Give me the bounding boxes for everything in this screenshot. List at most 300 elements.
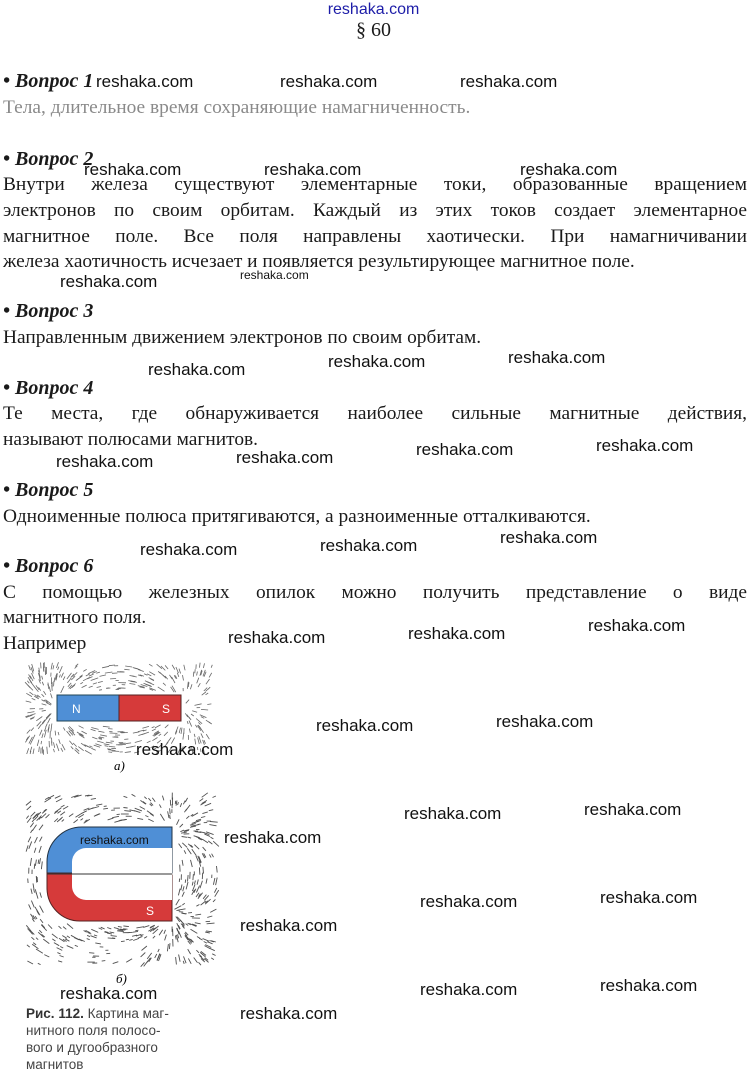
iron-filing	[46, 714, 51, 720]
watermark: reshaka.com	[588, 616, 686, 635]
iron-filing	[62, 820, 64, 822]
iron-filing	[179, 669, 181, 674]
iron-filing	[85, 750, 92, 754]
iron-filing	[32, 698, 36, 700]
iron-filing	[191, 714, 194, 716]
iron-filing	[141, 953, 146, 957]
iron-filing	[195, 881, 196, 885]
iron-filing	[206, 720, 211, 723]
iron-filing	[175, 906, 182, 910]
iron-filing	[178, 934, 179, 938]
iron-filing	[188, 958, 191, 963]
iron-filing	[92, 737, 97, 739]
watermark: reshaka.com	[508, 348, 606, 367]
iron-filing	[74, 820, 78, 823]
iron-filing	[67, 936, 70, 938]
iron-filing	[155, 954, 157, 958]
iron-filing	[34, 864, 35, 869]
iron-filing	[169, 943, 170, 949]
iron-filing	[40, 892, 42, 897]
iron-filing	[186, 924, 189, 926]
iron-filing	[195, 704, 202, 706]
iron-filing	[100, 735, 107, 736]
iron-filing	[106, 742, 113, 743]
iron-filing	[63, 728, 65, 731]
iron-filing	[28, 837, 31, 843]
iron-filing	[27, 730, 31, 734]
watermark: reshaka.com	[420, 892, 518, 911]
iron-filing	[112, 816, 119, 817]
question-2-title: • Вопрос 2	[3, 148, 94, 170]
iron-filing	[199, 867, 200, 874]
iron-filing	[36, 949, 43, 953]
iron-filing	[202, 692, 206, 695]
iron-filing	[159, 930, 163, 936]
caption-line-3: вого и дугообразного	[26, 1040, 158, 1055]
iron-filing	[194, 836, 200, 838]
question-6-title: • Вопрос 6	[3, 555, 94, 577]
iron-filing	[83, 677, 90, 681]
iron-filing	[91, 728, 98, 730]
caption-line-4: магнитов	[26, 1057, 84, 1072]
iron-filing	[61, 748, 63, 752]
iron-filing	[206, 679, 210, 684]
iron-filing	[191, 929, 198, 933]
iron-filing	[37, 740, 39, 746]
iron-filing	[48, 727, 49, 732]
iron-filing	[196, 886, 199, 893]
watermark: reshaka.com	[600, 976, 698, 995]
iron-filing	[212, 854, 214, 858]
iron-filing	[129, 939, 133, 940]
iron-filing	[196, 950, 199, 953]
iron-filing	[27, 818, 31, 823]
watermark: reshaka.com	[236, 448, 334, 467]
iron-filing	[89, 953, 94, 954]
iron-filing	[107, 749, 111, 750]
iron-filing	[113, 962, 119, 964]
iron-filing	[188, 949, 191, 954]
iron-filing	[78, 747, 83, 751]
question-4-title: • Вопрос 4	[3, 377, 94, 399]
iron-filing	[111, 936, 117, 937]
caption-line-1: Картина маг-	[87, 1006, 169, 1021]
iron-filing	[204, 942, 207, 944]
iron-filing	[94, 814, 100, 817]
iron-filing	[26, 801, 31, 805]
iron-filing	[190, 684, 192, 689]
iron-filing	[133, 931, 138, 932]
iron-filing	[142, 726, 149, 728]
iron-filing	[201, 709, 208, 710]
iron-filing	[60, 956, 64, 958]
iron-filing	[212, 954, 215, 956]
iron-filing	[176, 899, 180, 905]
iron-filing	[182, 860, 183, 866]
iron-filing	[202, 793, 208, 798]
iron-filing	[144, 797, 146, 799]
iron-filing	[203, 839, 208, 843]
iron-filing	[165, 665, 168, 669]
iron-filing	[40, 730, 43, 736]
iron-filing	[118, 926, 122, 927]
iron-filing	[196, 905, 199, 907]
iron-filing	[138, 936, 143, 938]
answer-2-line-3: магнитное поле. Все поля направлены хаотически. При намагничивании	[3, 226, 747, 247]
iron-filing	[207, 923, 215, 924]
caption-number: Рис. 112.	[26, 1006, 84, 1021]
iron-filing	[52, 685, 53, 691]
iron-filing	[129, 684, 135, 685]
iron-filing	[205, 899, 211, 904]
answer-6-line-3: Например	[3, 633, 87, 654]
iron-filing	[38, 724, 41, 729]
watermark: reshaka.com	[224, 828, 322, 847]
iron-filing	[193, 874, 194, 880]
answer-3-line-1: Направленным движением электронов по своим орбитам.	[3, 327, 482, 348]
iron-filing	[144, 937, 147, 939]
iron-filing	[60, 947, 63, 949]
answer-6-line-1: С помощью железных опилок можно получить представление о виде	[3, 582, 747, 603]
watermark: reshaka.com	[80, 833, 149, 847]
iron-filing	[202, 812, 207, 814]
iron-filing	[26, 816, 28, 819]
iron-filing	[97, 741, 103, 743]
watermark: reshaka.com	[460, 72, 558, 91]
iron-filing	[143, 926, 149, 928]
iron-filing	[184, 665, 185, 671]
iron-filing	[207, 942, 213, 944]
iron-filing	[181, 728, 182, 734]
watermark: reshaka.com	[328, 352, 426, 371]
iron-filing	[42, 809, 47, 813]
iron-filing	[61, 673, 63, 678]
iron-filing	[206, 693, 209, 695]
iron-filing	[164, 930, 166, 934]
iron-filing	[126, 743, 131, 744]
iron-filing	[91, 748, 95, 750]
iron-filing	[29, 904, 31, 909]
figure-caption	[26, 1005, 226, 1073]
iron-filing	[180, 830, 184, 832]
iron-filing	[98, 731, 104, 732]
iron-filing	[46, 724, 48, 728]
iron-filing	[183, 886, 184, 891]
figure-a-label: а)	[114, 758, 125, 773]
iron-filing	[126, 939, 129, 940]
iron-filing	[147, 682, 154, 685]
iron-filing	[145, 816, 148, 817]
iron-filing	[194, 845, 199, 850]
iron-filing	[99, 928, 103, 930]
bar-magnet-north	[57, 695, 119, 721]
iron-filing	[37, 910, 40, 916]
iron-filing	[168, 811, 169, 818]
iron-filing	[193, 672, 194, 677]
iron-filing	[182, 903, 185, 905]
iron-filing	[189, 729, 190, 733]
iron-filing	[186, 882, 188, 889]
iron-filing	[187, 721, 188, 724]
iron-filing	[42, 694, 45, 697]
iron-filing	[102, 961, 106, 962]
iron-filing	[54, 678, 55, 682]
iron-filing	[211, 837, 214, 839]
iron-filing	[87, 939, 90, 940]
iron-filing	[105, 746, 109, 747]
answer-2-line-4: железа хаотичность исчезает и появляется результирующее магнитное поле.	[3, 251, 635, 272]
watermark: reshaka.com	[60, 984, 158, 1003]
iron-filing	[144, 674, 147, 676]
iron-filing	[194, 734, 195, 737]
iron-filing	[148, 819, 154, 822]
iron-filing	[149, 672, 155, 675]
iron-filing	[62, 936, 67, 939]
iron-filing	[69, 741, 73, 745]
iron-filing	[195, 914, 201, 915]
iron-filing	[27, 806, 31, 810]
iron-filing	[53, 665, 54, 669]
iron-filing	[108, 818, 114, 820]
iron-filing	[205, 803, 211, 806]
watermark: reshaka.com	[240, 268, 309, 282]
iron-filing	[39, 825, 43, 830]
iron-filing	[205, 932, 210, 933]
iron-filing	[197, 880, 198, 885]
iron-filing	[61, 805, 65, 807]
iron-filing	[214, 888, 216, 893]
iron-filing	[45, 798, 52, 802]
iron-filing	[71, 935, 78, 939]
iron-filing	[181, 913, 186, 914]
iron-filing	[69, 726, 73, 730]
iron-filing	[186, 816, 189, 819]
iron-filing	[109, 665, 115, 666]
north-pole-label: N	[72, 702, 81, 716]
iron-filing	[114, 928, 119, 929]
iron-filing	[43, 939, 49, 944]
iron-filing	[210, 909, 216, 912]
iron-filing	[180, 803, 182, 807]
iron-filing	[209, 825, 216, 826]
iron-filing	[30, 742, 31, 745]
iron-filing	[36, 938, 38, 940]
iron-filing	[192, 882, 193, 886]
iron-filing	[190, 826, 196, 827]
iron-filing	[158, 949, 159, 952]
iron-filing	[63, 676, 65, 680]
iron-filing	[67, 924, 73, 929]
iron-filing	[63, 927, 66, 930]
iron-filing	[71, 746, 74, 749]
iron-filing	[73, 743, 77, 747]
iron-filing	[195, 725, 197, 728]
iron-filing	[133, 939, 139, 941]
iron-filing	[49, 687, 50, 693]
iron-filing	[159, 734, 161, 736]
iron-filing	[75, 945, 78, 946]
iron-filing	[63, 806, 68, 809]
iron-filing	[69, 814, 73, 817]
iron-filing	[31, 830, 33, 833]
iron-filing	[93, 683, 97, 684]
iron-filing	[216, 878, 218, 886]
iron-filing	[55, 796, 61, 799]
iron-filing	[36, 717, 42, 721]
iron-filing	[57, 948, 63, 951]
iron-filing	[181, 832, 187, 833]
iron-filing	[180, 824, 183, 827]
watermark: reshaka.com	[96, 72, 194, 91]
iron-filing	[58, 732, 59, 735]
caption-line-2: нитного поля полосо-	[26, 1023, 161, 1038]
answer-5-line-1: Одноименные полюса притягиваются, а разноименные отталкиваются.	[3, 506, 591, 527]
iron-filing	[135, 808, 142, 811]
iron-filing	[51, 724, 52, 732]
iron-filing	[123, 808, 127, 809]
iron-filing	[170, 808, 171, 814]
answer-4-line-2: называют полюсами магнитов.	[3, 429, 259, 450]
horseshoe-south-label: S	[146, 904, 155, 918]
iron-filing	[210, 822, 218, 823]
iron-filing	[44, 955, 49, 957]
iron-filing	[158, 687, 165, 691]
iron-filing	[175, 727, 178, 734]
iron-filing	[191, 860, 193, 867]
watermark: reshaka.com	[596, 436, 694, 455]
iron-filing	[179, 844, 182, 848]
watermark: reshaka.com	[416, 440, 514, 459]
iron-filing	[185, 880, 186, 883]
iron-filing	[59, 926, 62, 929]
iron-filing	[105, 672, 112, 673]
iron-filing	[30, 858, 31, 866]
iron-filing	[32, 944, 38, 949]
iron-filing	[41, 925, 44, 929]
iron-filing	[133, 732, 139, 733]
iron-filing	[38, 932, 44, 937]
iron-filing	[203, 939, 210, 942]
iron-filing	[39, 747, 40, 752]
iron-filing	[152, 798, 155, 802]
question-5-title: • Вопрос 5	[3, 479, 94, 501]
site-header-link[interactable]: reshaka.com	[327, 1, 420, 18]
watermark: reshaka.com	[148, 360, 246, 379]
iron-filing	[123, 926, 128, 927]
iron-filing	[103, 808, 108, 809]
iron-filing	[32, 819, 34, 822]
iron-filing	[206, 879, 207, 884]
iron-filing	[102, 666, 109, 668]
watermark: reshaka.com	[84, 160, 182, 179]
iron-filing	[176, 957, 177, 964]
iron-filing	[30, 823, 33, 828]
iron-filing	[44, 691, 46, 695]
iron-filing	[82, 731, 87, 734]
iron-filing	[213, 796, 216, 798]
iron-filing	[200, 715, 207, 718]
watermark: reshaka.com	[600, 888, 698, 907]
iron-filing	[155, 725, 161, 728]
iron-filing	[142, 946, 147, 951]
iron-filing	[27, 748, 29, 754]
iron-filing	[153, 936, 155, 938]
iron-filing	[200, 663, 201, 668]
iron-filing	[165, 725, 169, 728]
iron-filing	[182, 892, 184, 897]
iron-filing	[206, 734, 209, 739]
iron-filing	[59, 666, 62, 673]
iron-filing	[47, 747, 48, 754]
iron-filing	[32, 825, 36, 831]
iron-filing	[94, 745, 100, 747]
iron-filing	[140, 807, 145, 810]
iron-filing	[98, 681, 103, 682]
iron-filing	[182, 843, 187, 848]
iron-filing	[207, 704, 211, 705]
iron-filing	[132, 676, 137, 677]
iron-filing	[209, 810, 213, 811]
iron-filing	[211, 958, 214, 960]
iron-filing	[121, 941, 125, 942]
iron-filing	[163, 683, 166, 686]
iron-filing	[56, 799, 62, 802]
iron-filing	[206, 931, 212, 932]
iron-filing	[58, 667, 59, 670]
question-3-title: • Вопрос 3	[3, 300, 94, 322]
iron-filing	[190, 823, 196, 825]
iron-filing	[56, 744, 59, 751]
iron-filing	[35, 860, 36, 866]
iron-filing	[33, 749, 34, 754]
iron-filing	[54, 749, 55, 752]
iron-filing	[40, 837, 43, 842]
watermark: reshaka.com	[420, 980, 518, 999]
iron-filing	[138, 670, 144, 672]
iron-filing	[213, 899, 215, 902]
watermark: reshaka.com	[240, 1004, 338, 1023]
iron-filing	[124, 796, 128, 797]
iron-filing	[198, 683, 200, 687]
iron-filing	[31, 937, 34, 940]
watermark: reshaka.com	[136, 740, 234, 759]
iron-filing	[213, 841, 219, 846]
iron-filing	[91, 936, 97, 938]
iron-filing	[28, 685, 33, 690]
iron-filing	[183, 733, 184, 740]
iron-filing	[40, 858, 41, 864]
iron-filing	[56, 662, 58, 668]
iron-filing	[29, 665, 31, 670]
iron-filing	[39, 846, 41, 853]
iron-filing	[162, 796, 164, 801]
iron-filing	[48, 795, 54, 798]
iron-filing	[184, 850, 186, 854]
horseshoe-magnet-figure	[22, 790, 222, 1000]
iron-filing	[107, 928, 111, 929]
iron-filing	[26, 845, 28, 851]
iron-filing	[189, 721, 192, 727]
iron-filing	[42, 704, 47, 705]
iron-filing	[59, 739, 61, 744]
iron-filing	[185, 798, 187, 802]
iron-filing	[170, 815, 171, 819]
iron-filing	[103, 726, 110, 727]
iron-filing	[41, 741, 42, 744]
bar-magnet-south	[119, 695, 181, 721]
iron-filing	[209, 948, 214, 951]
iron-filing	[108, 750, 115, 751]
